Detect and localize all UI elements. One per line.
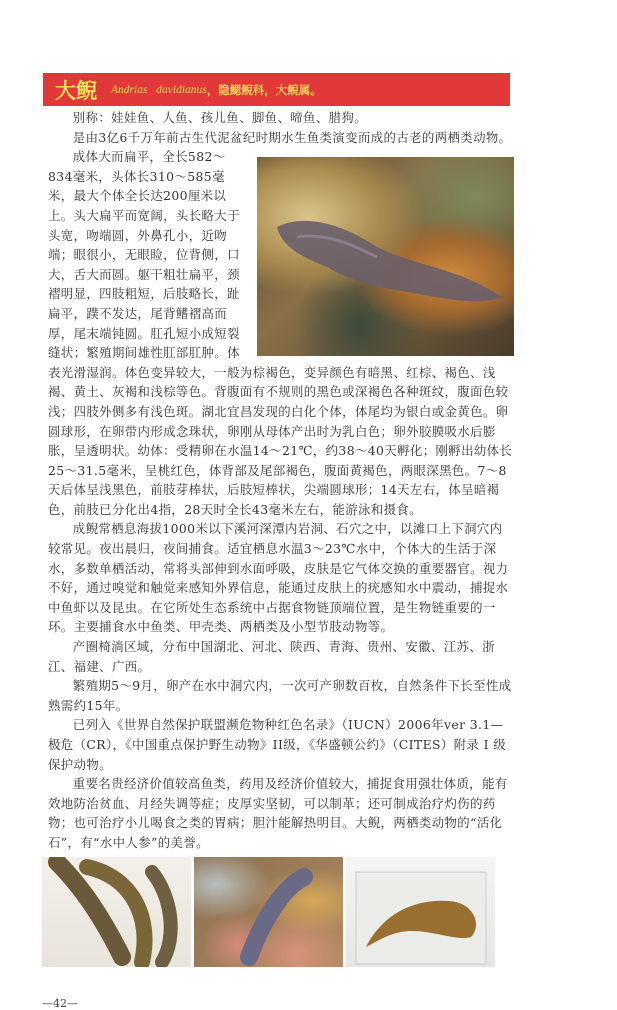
page-number: —42— bbox=[42, 996, 78, 1010]
paragraph-breeding: 繁殖期5～9月，卵产在水中洞穴内，一次可产卵数百枚，自然条件下长至性成熟需约15年。 bbox=[48, 678, 512, 713]
salamander-photo-main bbox=[257, 157, 514, 356]
salamander-photo-tray bbox=[42, 857, 191, 967]
species-name: 大鲵 bbox=[55, 78, 97, 103]
taxonomy: ，隐鳃鲵科，大鲵属。 bbox=[206, 82, 322, 97]
paragraph-morphology: 成体大而扁平，全长582～834毫米，头体长310～585毫米，最大个体全长达200厘米以上。头大扁平而宽阔，头长略大于头宽，吻端圆，外鼻孔小，近吻端；眼很小，无眼睑，位背侧，口大，舌大而圆。躯干粗壮扁平，颈褶明显，四肢粗短，后肢略长，趾扁平，蹼不发达，尾背鳍褶高而厚，尾末端钝圆。肛孔短小成短裂缝状；繁殖期间雄性肛部肛肿。体表光滑湿润。体色变异较大，一般为棕褐色，变异颜色有暗黑、红棕、褐色、浅褐、黄土、灰褐和浅棕等色。背腹面有不规则的黑色或深褐色各种斑纹，腹面色较浅；四肢外侧多有浅色斑。湖北宜昌发现的白化个体，体尾均为银白或金黄色。卵圆球形，在卵带内形成念珠状，卵刚从母体产出时为乳白色；卵外胶膜吸水后膨胀，呈透明状。幼体：受精卵在水温14～21℃，约38～40天孵化；刚孵出幼体长25～31.5毫米，呈桃红色，体背部及尾部褐色，腹面黄褐色，两眼深黑色。7～8天后体呈浅黑色，前肢芽棒状，后肢短棒状，尖端圆球形；14天左右，体呈暗褐色，前肢已分化出4指，28天时全长43毫米左右，能游泳和摄食。 bbox=[48, 149, 513, 517]
paragraph-alias: 别称：娃娃鱼、人鱼、孩儿鱼、脚鱼、啼鱼、腊狗。 bbox=[72, 110, 367, 125]
paragraph-conservation: 已列入《世界自然保护联盟濒危物种红色名录》（IUCN）2006年ver 3.1—极危（CR），《中国重点保护野生动物》II级，《华盛顿公约》（CITES）附录 I 级保护动物。 bbox=[48, 717, 507, 772]
title-banner bbox=[43, 73, 510, 106]
paragraph-value: 重要名贵经济价值较高鱼类，药用及经济价值较大，捕捉食用强壮体质，能有效地防治贫血、月经失调等症；皮厚实坚韧，可以制革；还可制成治疗灼伤的药物；也可治疗小儿喝食之类的胃病；胆汁能解热明目。大鲵，两栖类动物的“活化石”，有“水中人参”的美誉。 bbox=[48, 776, 508, 850]
article-body bbox=[48, 108, 514, 853]
paragraph-origin: 是由3亿6千万年前古生代泥盆纪时期水生鱼类演变而成的古老的两栖类动物。 bbox=[72, 129, 512, 145]
salamander-photo-rocks bbox=[194, 857, 343, 967]
paragraph-habitat: 成鲵常栖息海拔1000米以下溪河深潭内岩洞、石穴之中，以滩口上下洞穴内较常见。夜出晨归，夜间捕食。适宜栖息水温3～23℃水中，个体大的生活于深水，多数单栖活动，常将头部伸到水面呼吸，皮肤是它气体交换的重要器官。视力不好，通过嗅觉和触觉来感知外界信息，能通过皮肤上的疣感知水中震动，捕捉水中鱼虾以及昆虫。在它所处生态系统中占据食物链顶端位置，是生物链重要的一环。主要捕食水中鱼类、甲壳类、两栖类及小型节肢动物等。 bbox=[48, 521, 509, 635]
latin-name: Andrias davidianus bbox=[111, 83, 207, 96]
paragraph-distribution: 产圈椅淌区域，分布中国湖北、河北、陕西、青海、贵州、安徽、江苏、浙江、福建、广西。 bbox=[48, 639, 495, 674]
salamander-photo-tank bbox=[346, 857, 495, 967]
salamander-figure bbox=[257, 157, 514, 356]
photo-strip bbox=[42, 857, 617, 967]
